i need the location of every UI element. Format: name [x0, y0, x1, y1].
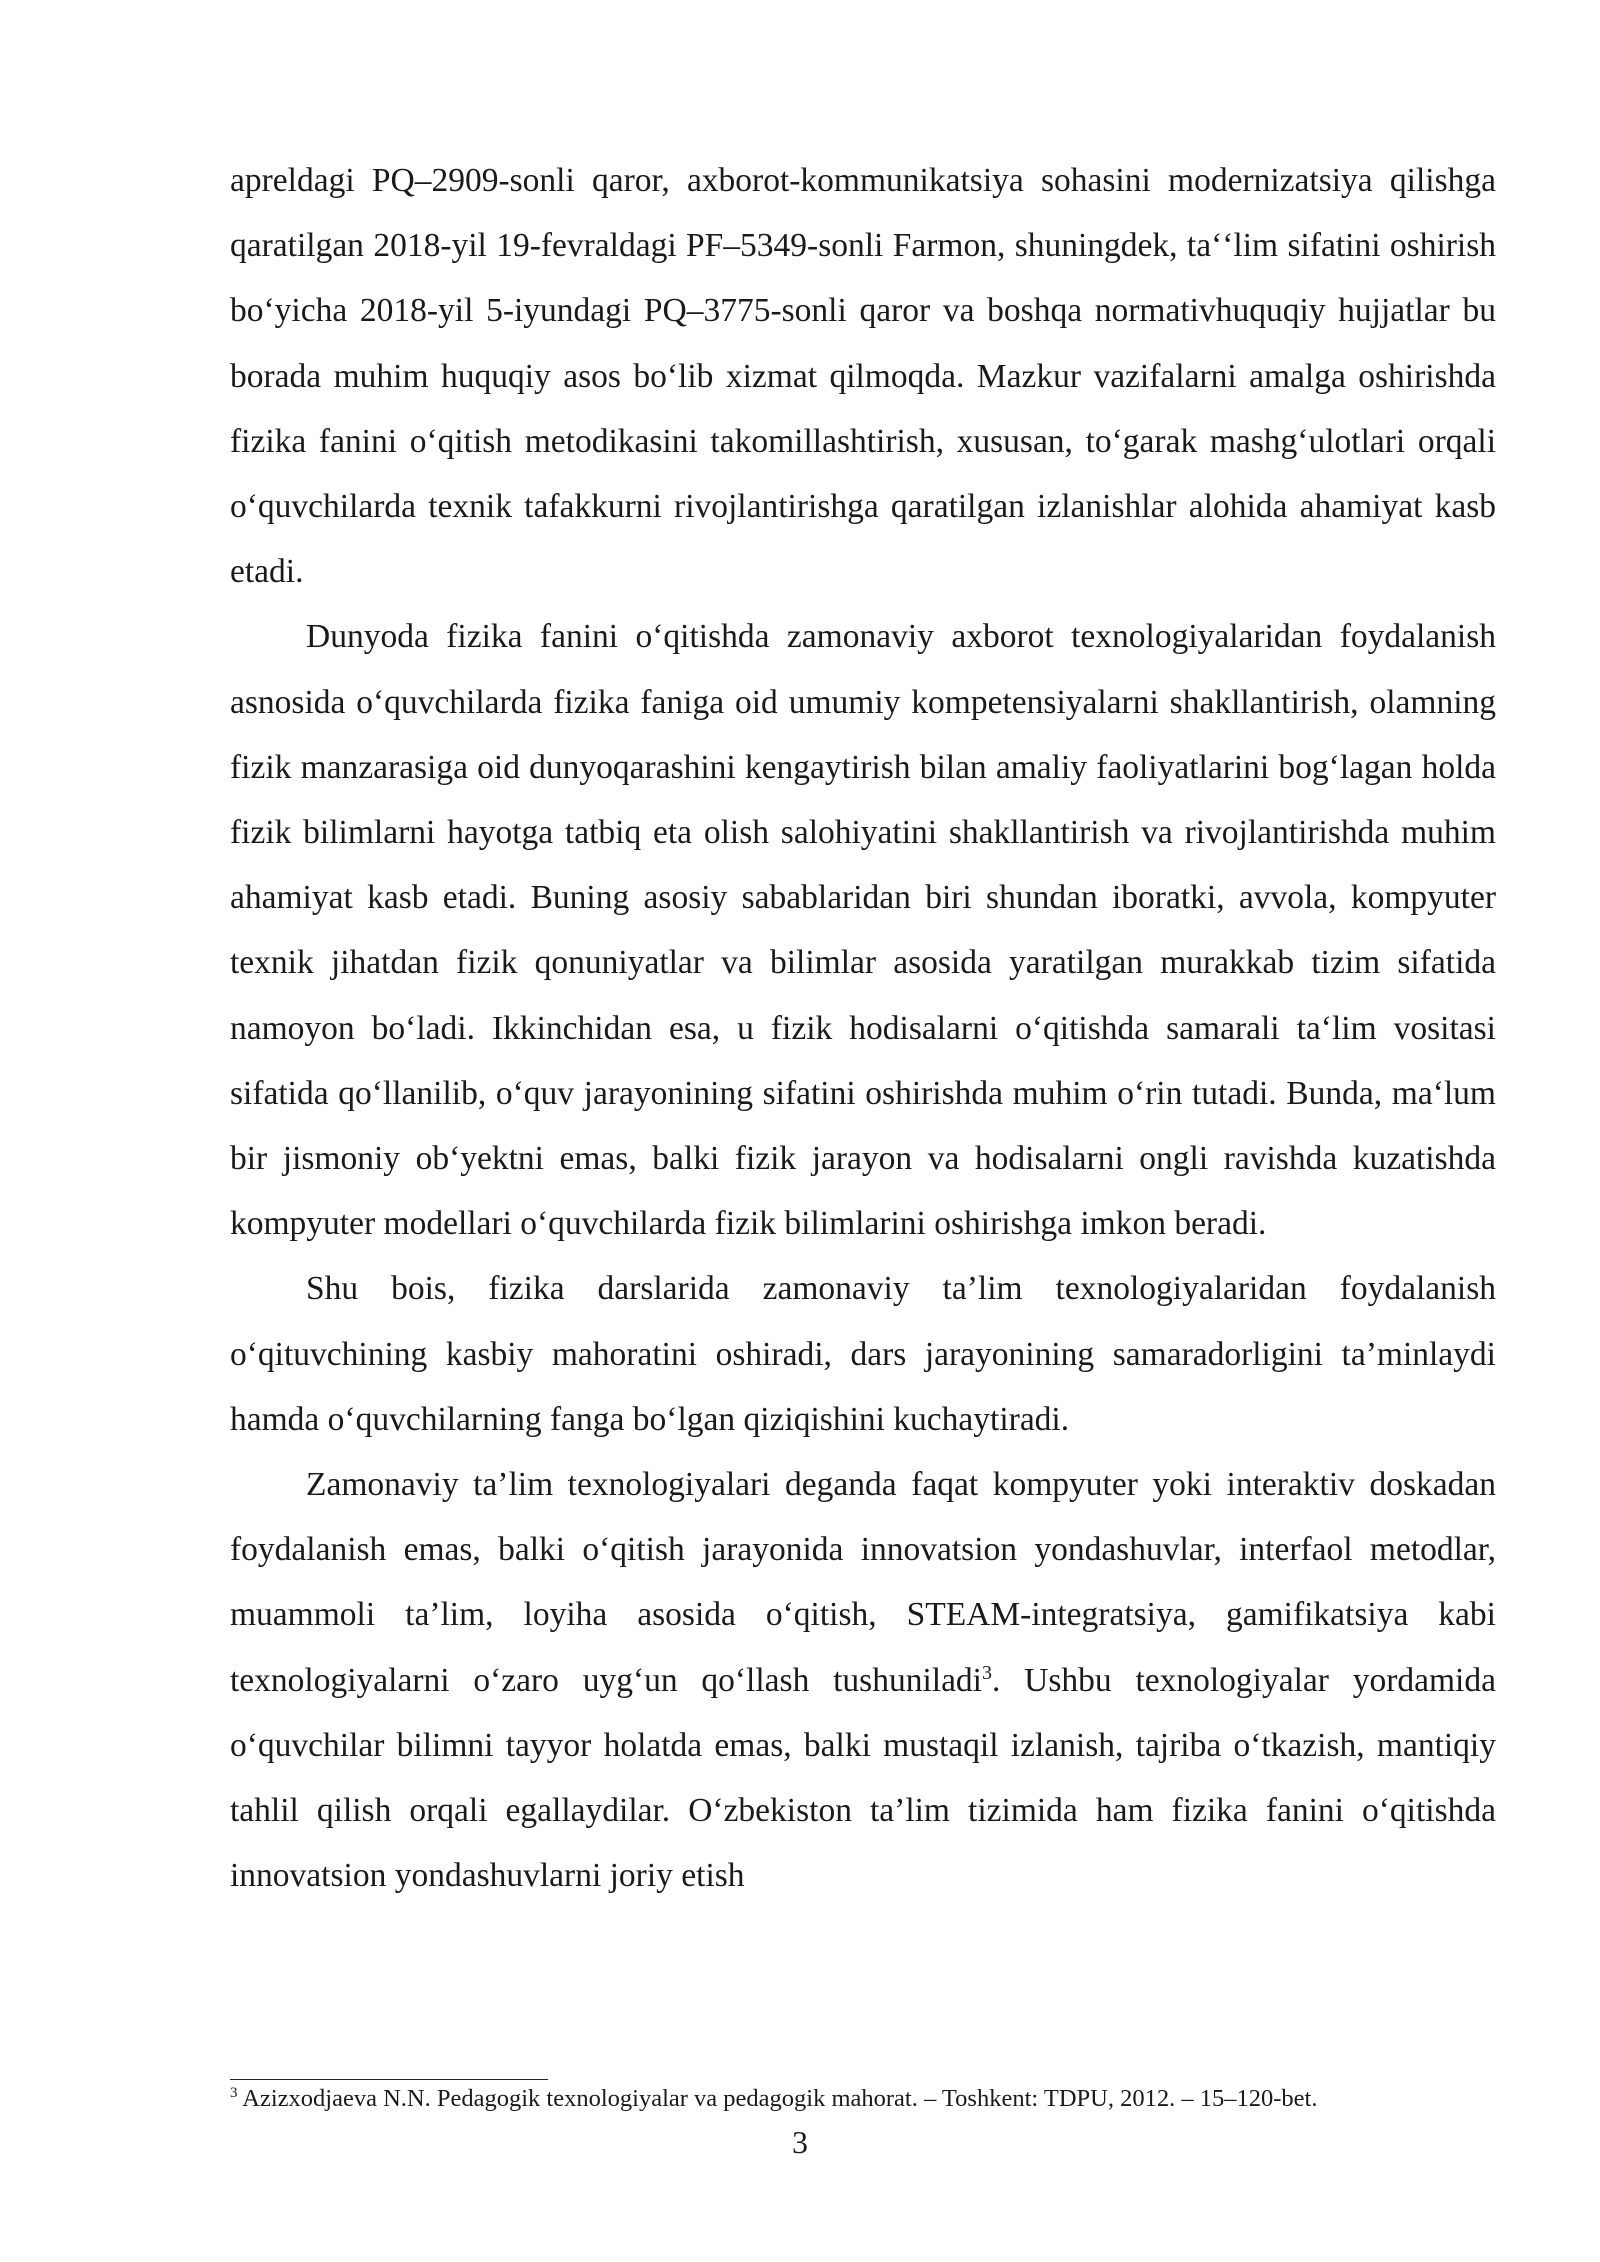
footnote-text: Azizxodjaeva N.N. Pedagogik texnologiyalar va pedagogik mahorat. – Toshkent: TDPU, 2012. – 15–120-bet. [237, 2085, 1318, 2112]
footnote-reference: 3 [982, 1661, 992, 1684]
paragraph-3-text: Shu bois, fizika darslarida zamonaviy ta’lim texnologiyalaridan foydalanish oʻqituvchining kasbiy mahoratini oshiradi, dars jarayonining samaradorligini ta’minlaydi hamda oʻquvchilarning fanga boʻlgan qiziqishini kuchaytiradi. [230, 1270, 1496, 1438]
footnote [230, 2084, 1496, 2114]
paragraph-4 [230, 1452, 1496, 1908]
paragraph-1-text: apreldagi PQ–2909-sonli qaror, axborot-kommunikatsiya sohasini modernizatsiya qilishga qaratilgan 2018-yil 19-fevraldagi PF–5349-sonli Farmon, shuningdek, taʻʻlim sifatini oshirish boʻyicha 2018-yil 5-iyundagi PQ–3775-sonli qaror va boshqa normativhuquqiy hujjatlar bu borada muhim huquqiy asos boʻlib xizmat qilmoqda. Mazkur vazifalarni amalga oshirishda fizika fanini oʻqitish metodikasini takomillashtirish, xususan, toʻgarak mashgʻulotlari orqali oʻquvchilarda texnik tafakkurni rivojlantirishga qaratilgan izlanishlar alohida ahamiyat kasb etadi. [230, 162, 1496, 591]
body-text [230, 148, 1496, 1908]
paragraph-3 [230, 1256, 1496, 1452]
paragraph-4-text-continued: . Ushbu texnologiyalar yordamida oʻquvchilar bilimni tayyor holatda emas, balki mustaqil izlanish, tajriba oʻtkazish, mantiqiy tahlil qilish orqali egallaydilar. Oʻzbekiston ta’lim tizimida ham fizika fanini oʻqitishda innovatsion yondashuvlarni joriy etish [230, 1661, 1496, 1895]
footnote-number: 3 [230, 2084, 238, 2101]
paragraph-4-text: Zamonaviy ta’lim texnologiyalari deganda faqat kompyuter yoki interaktiv doskadan foydalanish emas, balki oʻqitish jarayonida innovatsion yondashuvlar, interfaol metodlar, muammoli ta’lim, loyiha asosida oʻqitish, STEAM-integratsiya, gamifikatsiya kabi texnologiyalarni oʻzaro uygʻun qoʻllash tushuniladi [230, 1466, 1496, 1699]
paragraph-2 [230, 604, 1496, 1256]
paragraph-1 [230, 148, 1496, 604]
paragraph-2-text: Dunyoda fizika fanini oʻqitishda zamonaviy axborot texnologiyalaridan foydalanish asnosida oʻquvchilarda fizika faniga oid umumiy kompetensiyalarni shakllantirish, olamning fizik manzarasiga oid dunyoqarashini kengaytirish bilan amaliy faoliyatlarini bogʻlagan holda fizik bilimlarni hayotga tatbiq eta olish salohiyatini shakllantirish va rivojlantirishda muhim ahamiyat kasb etadi. Buning asosiy sabablaridan biri shundan iboratki, avvola, kompyuter texnik jihatdan fizik qonuniyatlar va bilimlar asosida yaratilgan murakkab tizim sifatida namoyon boʻladi. Ikkinchidan esa, u fizik hodisalarni oʻqitishda samarali taʻlim vositasi sifatida qoʻllanilib, oʻquv jarayonining sifatini oshirishda muhim oʻrin tutadi. Bunda, maʻlum bir jismoniy obʻyektni emas, balki fizik jarayon va hodisalarni ongli ravishda kuzatishda kompyuter modellari oʻquvchilarda fizik bilimlarini oshirishga imkon beradi. [230, 618, 1496, 1243]
footnote-separator [230, 2079, 548, 2080]
page-number: 3 [792, 2124, 808, 2160]
